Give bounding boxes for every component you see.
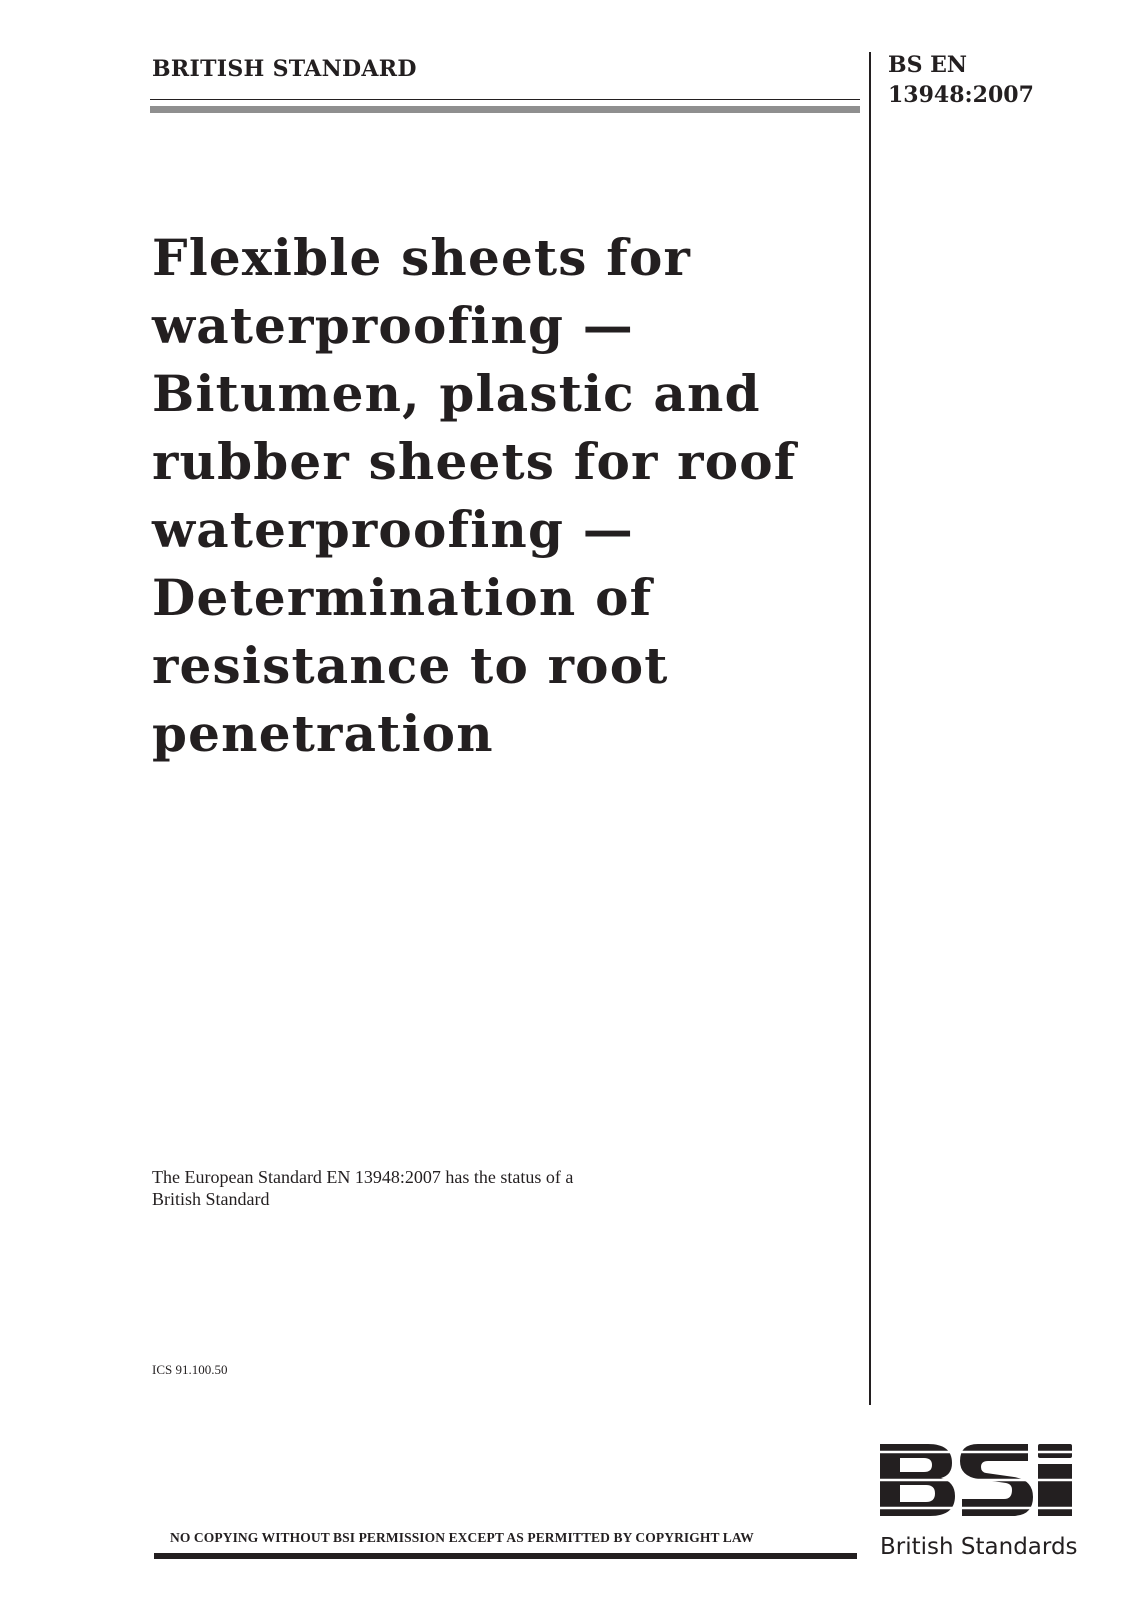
- title-line: resistance to root: [152, 636, 669, 695]
- copyright-notice: NO COPYING WITHOUT BSI PERMISSION EXCEPT AS PERMITTED BY COPYRIGHT LAW: [170, 1530, 754, 1545]
- title-line: rubber sheets for roof: [152, 432, 797, 491]
- standard-number-line-1: BS EN: [888, 52, 968, 78]
- header-rule-thick: [150, 106, 860, 113]
- status-note-line-2: British Standard: [152, 1189, 270, 1209]
- bsi-brand-name: British Standards: [880, 1534, 1078, 1560]
- title-line: Bitumen, plastic and: [152, 364, 761, 423]
- title-line: penetration: [152, 704, 494, 763]
- title-line: Determination of: [152, 568, 653, 627]
- standard-number-line-2: 13948:2007: [888, 82, 1034, 108]
- document-title: [152, 224, 852, 768]
- title-line: waterproofing —: [152, 500, 634, 559]
- column-divider: [869, 52, 871, 1405]
- footer-rule: [154, 1553, 857, 1559]
- ics-code: ICS 91.100.50: [152, 1362, 228, 1377]
- document-category-label: BRITISH STANDARD: [152, 56, 417, 82]
- title-line: Flexible sheets for: [152, 228, 692, 287]
- status-note: [152, 1166, 573, 1210]
- standard-number: [888, 50, 1034, 110]
- title-line: waterproofing —: [152, 296, 634, 355]
- status-note-line-1: The European Standard EN 13948:2007 has the status of a: [152, 1167, 574, 1187]
- header-rule-thin: [150, 99, 860, 100]
